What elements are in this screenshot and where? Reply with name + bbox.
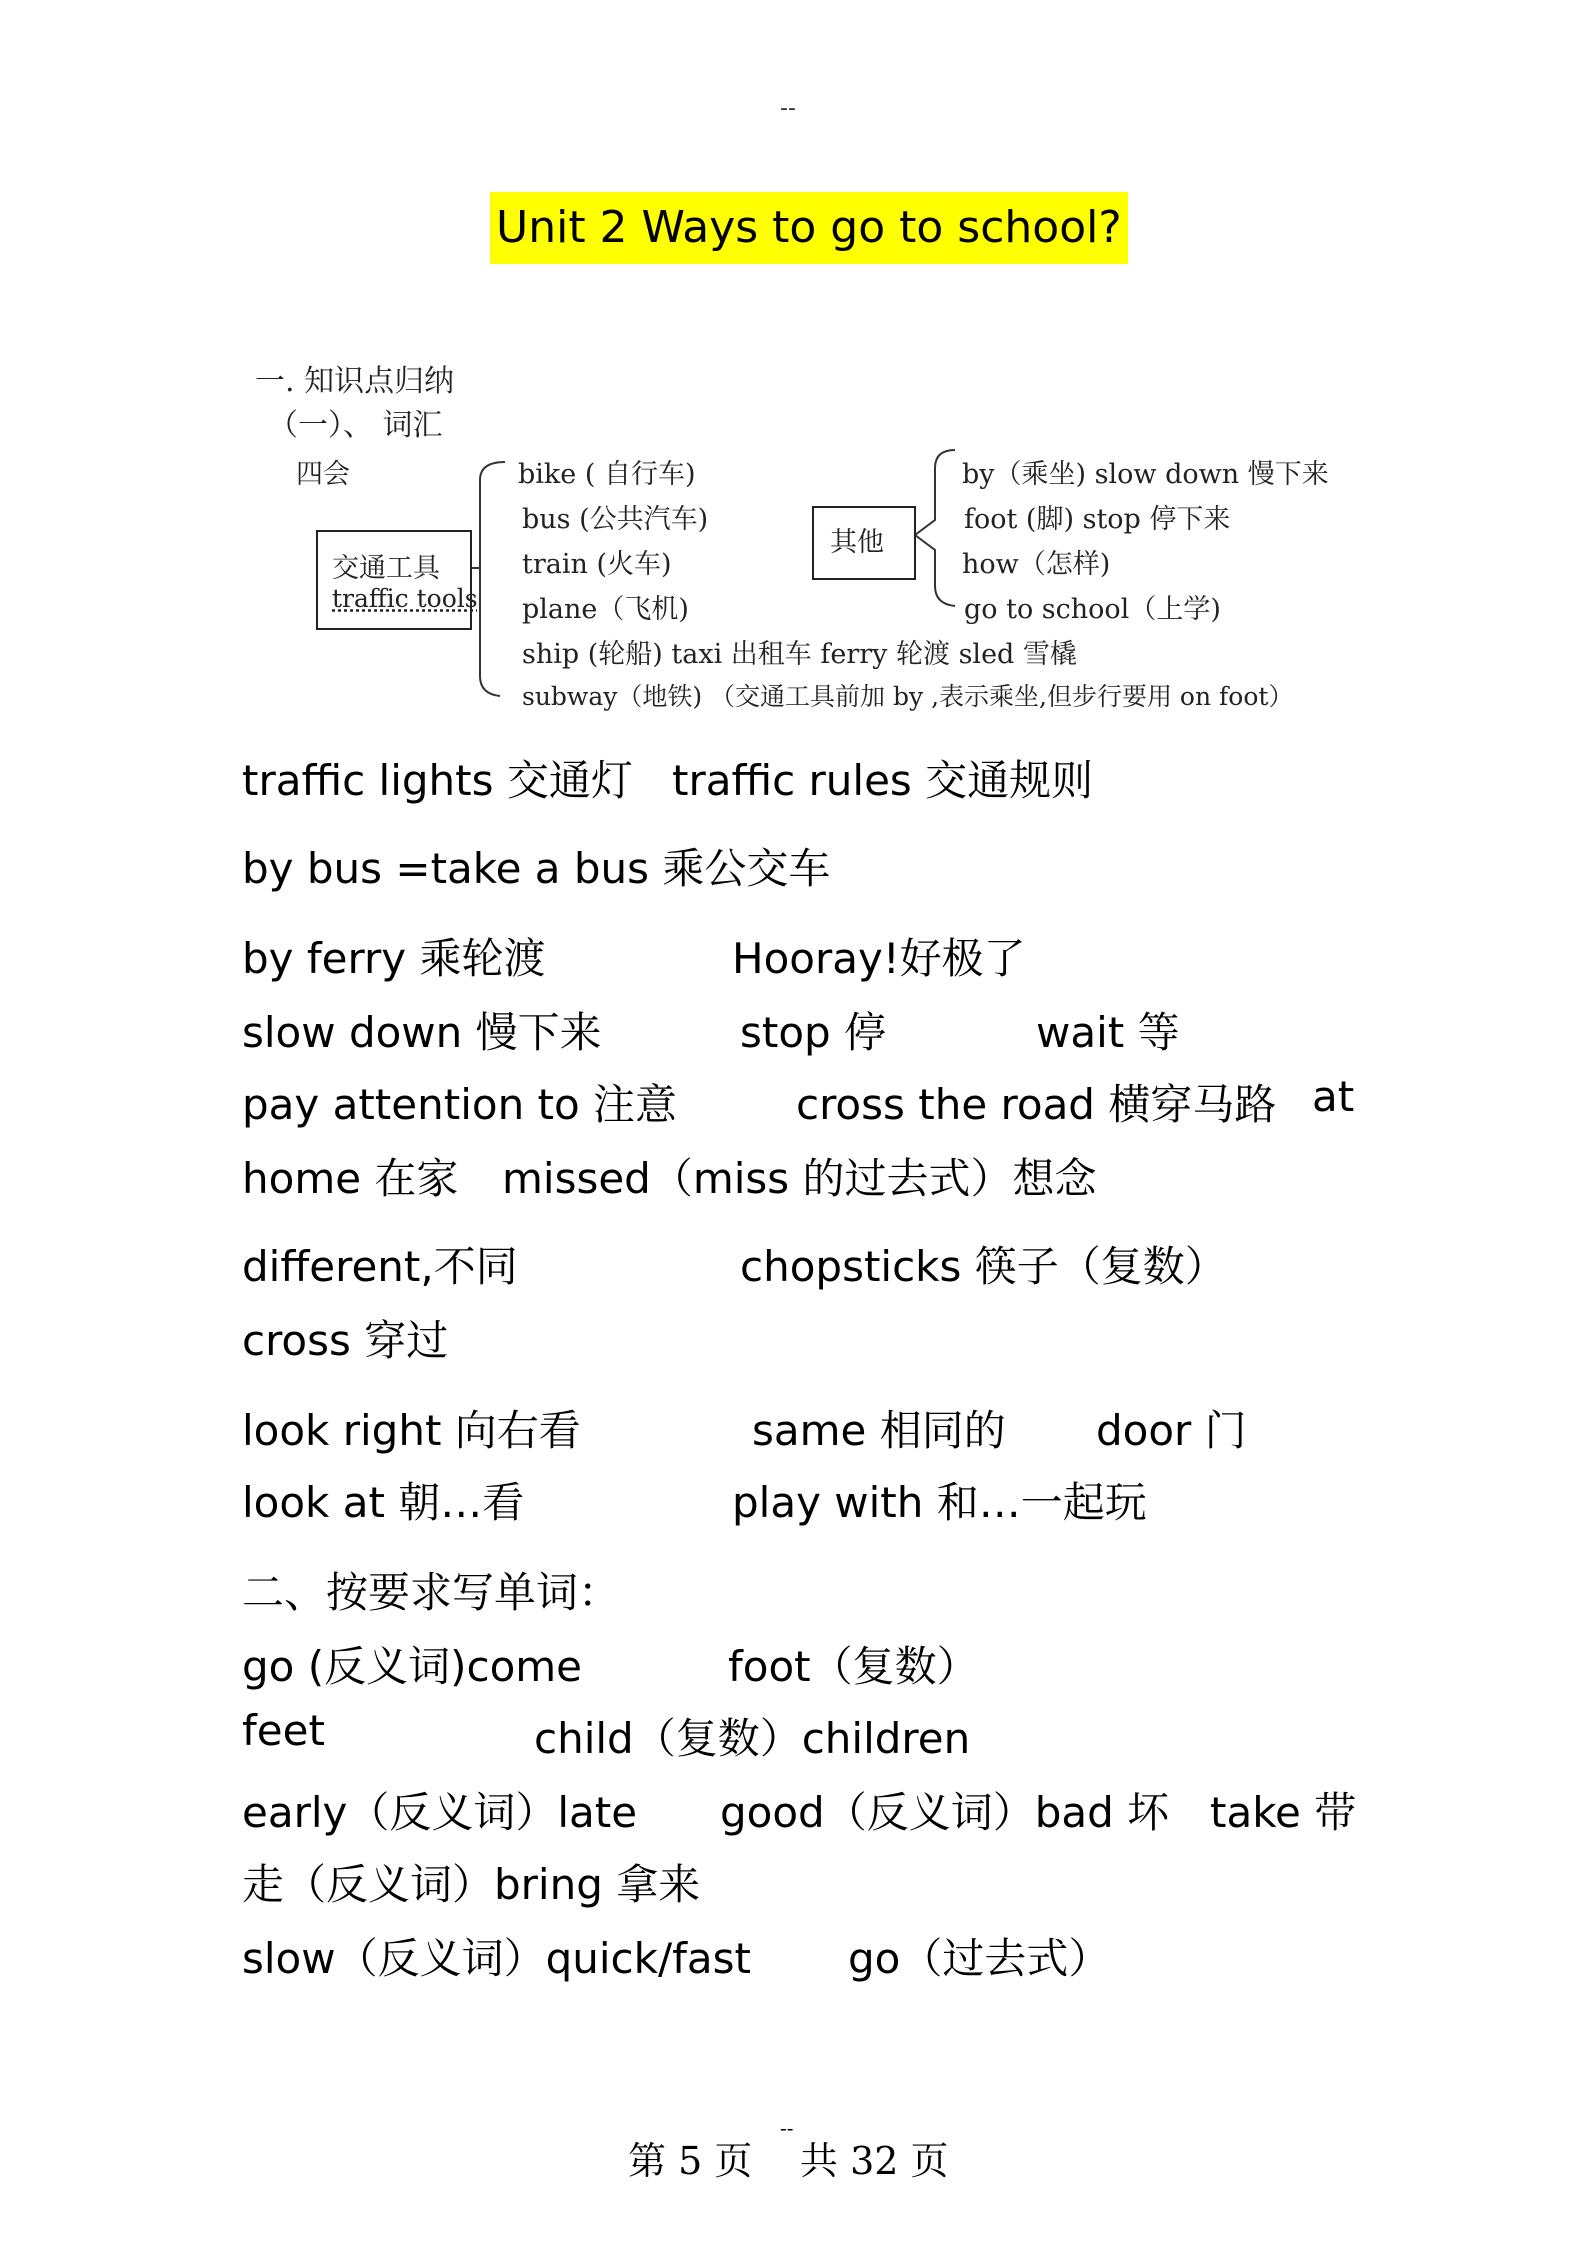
text-line: home 在家: [242, 1154, 459, 1203]
text-line: traffic lights 交通灯: [242, 756, 633, 805]
text-line: good（反义词）bad 坏: [720, 1788, 1170, 1837]
text-line: door 门: [1096, 1406, 1247, 1455]
transport-item: bus (公共汽车): [522, 504, 709, 535]
text-line: same 相同的: [752, 1406, 1006, 1455]
text-line: look right 向右看: [242, 1406, 581, 1455]
section-heading-2: 二、按要求写单词：: [242, 1568, 621, 1617]
text-line: foot（复数）: [728, 1642, 979, 1691]
text-line: go（过去式）: [848, 1934, 1111, 1983]
text-line: Hooray!好极了: [732, 934, 1026, 983]
text-line: traffic rules 交通规则: [672, 756, 1094, 805]
text-line: by bus =take a bus 乘公交车: [242, 844, 831, 893]
text-line: chopsticks 筷子（复数）: [740, 1242, 1227, 1291]
text-line: at: [1312, 1072, 1355, 1121]
other-item: foot (脚) stop 停下来: [964, 504, 1231, 535]
section-heading: 一. 知识点归纳: [255, 364, 455, 399]
text-line: play with 和…一起玩: [732, 1478, 1147, 1527]
text-line: look at 朝…看: [242, 1478, 525, 1527]
text-line: slow（反义词）quick/fast: [242, 1934, 751, 1983]
other-item: by（乘坐) slow down 慢下来: [962, 459, 1329, 490]
text-line: different,不同: [242, 1242, 518, 1291]
other-item: how（怎样): [962, 549, 1111, 580]
text-line: cross the road 横穿马路: [796, 1080, 1277, 1129]
text-line: child（复数）children: [534, 1714, 971, 1763]
text-line: missed（miss 的过去式）想念: [502, 1154, 1097, 1203]
traffic-tools-label-en: traffic tools: [332, 584, 478, 613]
header-mark: --: [780, 96, 796, 121]
subsection-heading: （一）、 词汇: [268, 408, 443, 443]
traffic-tools-label-cn: 交通工具: [332, 553, 440, 584]
transport-item: ship (轮船) taxi 出租车 ferry 轮渡 sled 雪橇: [522, 639, 1077, 670]
transport-item: plane（飞机): [522, 594, 689, 625]
text-line: feet: [242, 1706, 325, 1755]
footer-mark: --: [780, 2116, 794, 2140]
text-line: wait 等: [1036, 1008, 1180, 1057]
text-line: pay attention to 注意: [242, 1080, 678, 1129]
transport-item: train (火车): [522, 549, 672, 580]
text-line: by ferry 乘轮渡: [242, 934, 546, 983]
label-sihui: 四会: [296, 459, 350, 490]
others-label: 其他: [830, 527, 884, 558]
footer-page-number: 第 5 页: [628, 2139, 753, 2183]
text-line: go (反义词)come: [242, 1642, 583, 1691]
text-line: slow down 慢下来: [242, 1008, 602, 1057]
transport-item: subway（地铁) （交通工具前加 by ,表示乘坐,但步行要用 on foot）: [522, 682, 1294, 711]
text-line: 走（反义词）bring 拿来: [242, 1860, 701, 1909]
text-line: early（反义词）late: [242, 1788, 638, 1837]
transport-item: bike ( 自行车): [518, 459, 696, 490]
text-line: stop 停: [740, 1008, 887, 1057]
text-line: cross 穿过: [242, 1316, 449, 1365]
other-item: go to school（上学): [964, 594, 1221, 625]
text-line: take 带: [1210, 1788, 1357, 1837]
page-title: Unit 2 Ways to go to school?: [490, 192, 1128, 264]
footer-page-total: 共 32 页: [800, 2139, 949, 2183]
